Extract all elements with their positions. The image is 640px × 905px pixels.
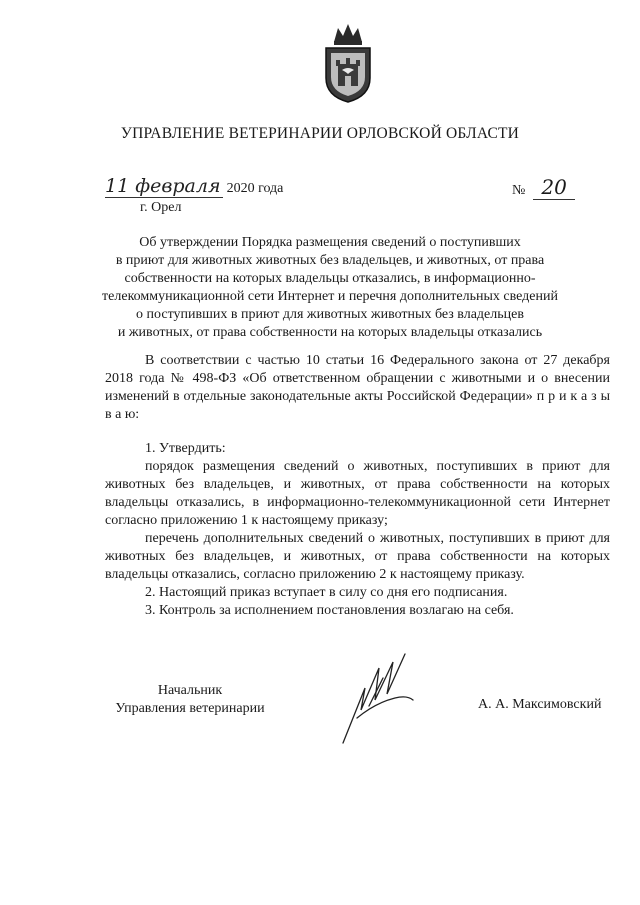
coat-of-arms-icon [318,22,378,104]
organization-title: УПРАВЛЕНИЕ ВЕТЕРИНАРИИ ОРЛОВСКОЙ ОБЛАСТИ [120,125,520,142]
handwritten-number: 20 [533,175,574,200]
item-2: 2. Настоящий приказ вступает в силу со дня его подписания. [145,585,508,600]
subject-line: в приют для животных животных без владельцев, и животных, от права [115,253,545,268]
subject-line: Об утверждении Порядка размещения сведений о поступивших [139,235,521,250]
subject-line: о поступивших в приют для животных животных без владельцев [136,307,524,322]
item-3: 3. Контроль за исполнением постановления возлагаю на себя. [145,603,514,618]
position-line: Начальник [157,683,223,698]
handwritten-signature [335,648,430,748]
item-1: 1. Утвердить: [145,441,226,456]
subject-line: собственности на которых владельцы отказались, в информационно- [124,271,536,286]
position-line: Управления ветеринарии [115,701,265,716]
subject-line: и животных, от права собственности на которых владельцы отказались [117,325,543,340]
preamble-paragraph: В соответствии с частью 10 статьи 16 Федерального закона от 27 декабря 2018 года № 498-ФЗ «Об ответственном обращении с животными и о внесении изменений в отдельные законодательные акты Российской Федерации» п р и к а з ы в а ю: [105,353,610,422]
order-items [105,440,610,620]
handwritten-date: 11 февраля [105,175,221,197]
number-label: № [512,183,526,198]
document-date [105,175,283,197]
date-year: 2020 года [226,181,284,196]
document-number [512,175,575,199]
subject-line: телекоммуникационной сети Интернет и перечня дополнительных сведений [102,289,558,304]
item-1-subitem-a: порядок размещения сведений о животных, поступивших в приют для животных без владельцев, и животных, от права собственности на которых владельцы отказались, в информационно-телекоммуникационной сети Интернет согласно приложению 1 к настоящему приказу; [105,459,610,528]
item-1-subitem-b: перечень дополнительных сведений о животных, поступивших в приют для животных без владельцев, и животных, от права собственности на которых владельцы отказались, согласно приложению 2 к настоящему приказу. [105,531,610,582]
city-label: г. Орел [140,200,182,215]
signatory-name: А. А. Максимовский [478,697,602,712]
signatory-position [105,682,275,718]
document-subject [100,234,560,342]
